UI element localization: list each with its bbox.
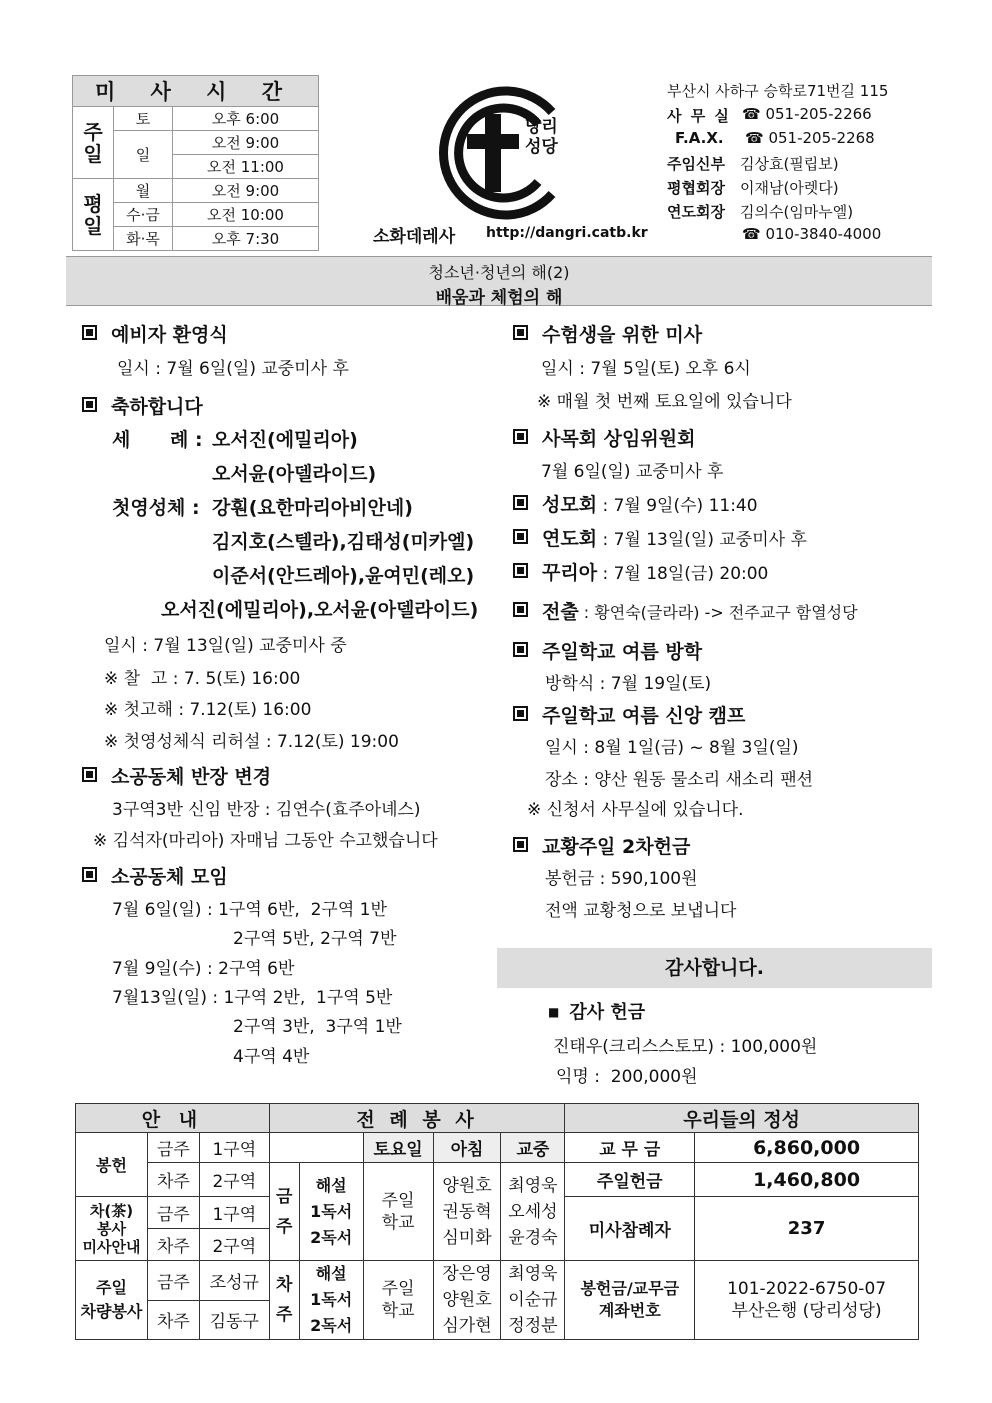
section-title: 주일학교 여름 신앙 캠프 (513, 701, 745, 728)
mass-day: 토 (114, 107, 173, 131)
week-label: 차주 (147, 1229, 199, 1261)
account-value: 101-2022-6750-07 부산은행 (당리성당) (695, 1261, 919, 1340)
week-label: 차 주 (269, 1261, 299, 1340)
offer-label: 봉헌 (76, 1133, 148, 1197)
fax-line (745, 129, 875, 147)
text-line: 7월 6일(일) 교중미사 후 (541, 462, 724, 482)
cell-value: 1구역 (199, 1133, 269, 1163)
mass-time: 오후 6:00 (173, 107, 319, 131)
text-line: 7월 9일(수) : 2구역 6반 (112, 959, 295, 979)
communion-name: 김지호(스텔라),김태성(미카엘) (212, 531, 475, 553)
text-line: 3구역3반 신임 반장 : 김연수(효주아녜스) (112, 800, 421, 820)
bullet-square-icon: ■ (548, 1005, 560, 1019)
banner-line-2: 배움과 체험의 해 (435, 288, 563, 308)
text-line: 일시 : 7월 13일(일) 교중미사 중 (104, 636, 347, 656)
cell-value: 김동구 (199, 1300, 269, 1340)
mass-time: 오전 11:00 (173, 155, 319, 179)
council-label: 평협회장 (667, 179, 725, 197)
council-name: 이재남(아렛다) (740, 179, 839, 197)
communion-label: 첫영성체 : (112, 497, 200, 519)
text-line: ※ 찰 고 : 7. 5(토) 16:00 (104, 669, 301, 689)
parking-label: 주일 차량봉사 (76, 1261, 148, 1340)
communion-name: 오서진(에밀리아),오서윤(아델라이드) (161, 599, 479, 621)
fund-label: 교 무 금 (565, 1133, 695, 1163)
col-header: 아침 (433, 1133, 501, 1163)
text-line: 장소 : 양산 원동 물소리 새소리 팬션 (545, 770, 814, 790)
section-title: 연도회 : 7월 13일(일) 교중미사 후 (513, 524, 807, 551)
cell-value: 2구역 (199, 1163, 269, 1197)
text-line: 7월 6일(일) : 1구역 6반, 2구역 1반 (112, 900, 387, 920)
checkbox-square-icon (513, 529, 528, 544)
checkbox-square-icon (82, 325, 97, 340)
church-logo (430, 82, 580, 222)
cell-value: 주일 학교 (363, 1261, 433, 1340)
text-line: 방학식 : 7월 19일(토) (545, 674, 712, 694)
text-line: 전액 교황청으로 보냅니다 (545, 901, 737, 921)
text-line: 일시 : 8월 1일(금) ~ 8월 3일(일) (545, 738, 799, 758)
checkbox-square-icon (82, 397, 97, 412)
office-phone-line (742, 105, 872, 123)
phone-icon: ☎ (742, 225, 766, 243)
text-line: 4구역 4반 (233, 1047, 310, 1067)
cell-value: 주일 학교 (363, 1163, 433, 1261)
text-line: 2구역 5반, 2구역 7반 (233, 929, 397, 949)
fax-phone: 051-205-2268 (768, 129, 875, 147)
cell-value: 장은영 양원호 심가현 (433, 1261, 501, 1340)
checkbox-square-icon (513, 429, 528, 444)
mass-day: 수·금 (114, 203, 173, 227)
section-title: 전출 : 황연숙(글라라) -> 전주교구 함열성당 (513, 597, 858, 624)
checkbox-square-icon (513, 495, 528, 510)
attend-value: 237 (695, 1197, 919, 1261)
guide-header: 안 내 (76, 1104, 270, 1133)
checkbox-square-icon (513, 642, 528, 657)
cell-value: 최영욱 오세성 윤경숙 (501, 1163, 565, 1261)
section-title: 수험생을 위한 미사 (513, 320, 702, 347)
checkbox-square-icon (513, 706, 528, 721)
week-label: 차주 (147, 1163, 199, 1197)
fax-label: F.A.X. (675, 129, 724, 147)
prayer-name: 김의수(임마누엘) (740, 203, 854, 221)
motto: 소화데레사 (373, 227, 456, 247)
text-line: ※ 김석자(마리아) 자매님 그동안 수고했습니다 (93, 831, 438, 851)
text-line: ※ 매월 첫 번째 토요일에 있습니다 (537, 392, 792, 412)
phone-icon: ☎ (745, 129, 769, 147)
mass-times-title: 미 사 시 간 (73, 76, 319, 107)
section-title: 주일학교 여름 방학 (513, 637, 702, 664)
sunday-label: 주 일 (73, 107, 114, 179)
baptism-label: 세 례 : (112, 429, 203, 451)
cell-value: 2구역 (199, 1229, 269, 1261)
checkbox-square-icon (513, 325, 528, 340)
church-url[interactable]: http://dangri.catb.kr (486, 225, 648, 241)
mass-times-table (72, 75, 319, 251)
col-header: 교중 (501, 1133, 565, 1163)
phone-icon: ☎ (742, 105, 766, 123)
logo-text-1: 당리 (525, 117, 558, 137)
text-line: ※ 신청서 사무실에 있습니다. (527, 800, 744, 820)
communion-name: 이준서(안드레아),윤여민(레오) (212, 565, 475, 587)
tea-label: 차(茶) 봉사 미사안내 (76, 1197, 148, 1261)
section-title: 소공동체 반장 변경 (82, 762, 271, 789)
section-title: 소공동체 모임 (82, 862, 228, 889)
week-label: 금주 (147, 1261, 199, 1301)
checkbox-square-icon (82, 767, 97, 782)
roles: 해설 1독서 2독서 (299, 1261, 363, 1340)
logo-text-2: 성당 (525, 137, 558, 157)
section-title: 축하합니다 (82, 392, 203, 419)
banner-line-1: 청소년·청년의 해(2) (428, 263, 570, 282)
prayer-phone-line (742, 225, 881, 243)
week-label: 금 주 (269, 1163, 299, 1261)
bottom-table (75, 1103, 919, 1340)
col-header: 토요일 (363, 1133, 433, 1163)
cell-value: 최영욱 이순규 정정분 (501, 1261, 565, 1340)
week-label: 차주 (147, 1300, 199, 1340)
text-line: 봉헌금 : 590,100원 (545, 869, 698, 889)
attend-label: 미사참례자 (565, 1197, 695, 1261)
text-line: 익명 : 200,000원 (556, 1067, 698, 1087)
checkbox-square-icon (513, 837, 528, 852)
prayer-label: 연도회장 (667, 203, 725, 221)
thanks-header: 감사합니다. (497, 948, 932, 988)
cell-value: 1구역 (199, 1197, 269, 1229)
roles: 해설 1독서 2독서 (299, 1163, 363, 1261)
text-line: 진태우(크리스스토모) : 100,000원 (553, 1037, 818, 1057)
mass-time: 오전 10:00 (173, 203, 319, 227)
sunday-value: 1,460,800 (695, 1163, 919, 1197)
text-line: ※ 첫영성체식 리허설 : 7.12(토) 19:00 (104, 732, 399, 752)
fund-value: 6,860,000 (695, 1133, 919, 1163)
mass-day: 월 (114, 179, 173, 203)
week-label: 금주 (147, 1133, 199, 1163)
cell-value: 조성규 (199, 1261, 269, 1301)
address: 부산시 사하구 승학로71번길 115 (667, 82, 889, 100)
sunday-label: 주일헌금 (565, 1163, 695, 1197)
checkbox-square-icon (513, 602, 528, 617)
baptism-name: 오서진(에밀리아) (212, 429, 358, 451)
account-label: 봉헌금/교무금 계좌번호 (565, 1261, 695, 1340)
mass-day: 일 (114, 131, 173, 179)
baptism-name: 오서윤(아델라이드) (212, 463, 377, 485)
text-line: 7월13일(일) : 1구역 2반, 1구역 5반 (112, 988, 393, 1008)
pastor-label: 주임신부 (667, 155, 725, 173)
offering-header: 우리들의 정성 (565, 1104, 919, 1133)
checkbox-square-icon (513, 563, 528, 578)
cell-value: 양원호 권동혁 심미화 (433, 1163, 501, 1261)
section-title: 꾸리아 : 7월 18일(금) 20:00 (513, 558, 768, 585)
section-title: 사목회 상임위원회 (513, 424, 695, 451)
section-title: 성모회 : 7월 9일(수) 11:40 (513, 490, 758, 517)
mass-day: 화·목 (114, 227, 173, 251)
thanks-title: ■ 감사 헌금 (548, 1002, 646, 1023)
mass-time: 오전 9:00 (173, 179, 319, 203)
section-title: 예비자 환영식 (82, 320, 228, 347)
service-header: 전 례 봉 사 (269, 1104, 565, 1133)
week-label: 금주 (147, 1197, 199, 1229)
theme-banner (66, 256, 932, 306)
mass-time: 오후 7:30 (173, 227, 319, 251)
section-title: 교황주일 2차헌금 (513, 832, 690, 859)
checkbox-square-icon (82, 867, 97, 882)
office-label: 사 무 실 (667, 107, 731, 125)
office-phone: 051-205-2266 (765, 105, 872, 123)
communion-name: 강훤(요한마리아비안네) (212, 497, 413, 519)
mass-time: 오전 9:00 (173, 131, 319, 155)
text-line: ※ 첫고해 : 7.12(토) 16:00 (104, 700, 312, 720)
pastor-name: 김상효(필립보) (740, 155, 839, 173)
weekday-label: 평 일 (73, 179, 114, 251)
text-line: 일시 : 7월 5일(토) 오후 6시 (541, 359, 751, 379)
text-line: 일시 : 7월 6일(일) 교중미사 후 (117, 359, 349, 379)
prayer-phone: 010-3840-4000 (765, 225, 882, 243)
text-line: 2구역 3반, 3구역 1반 (233, 1017, 402, 1037)
